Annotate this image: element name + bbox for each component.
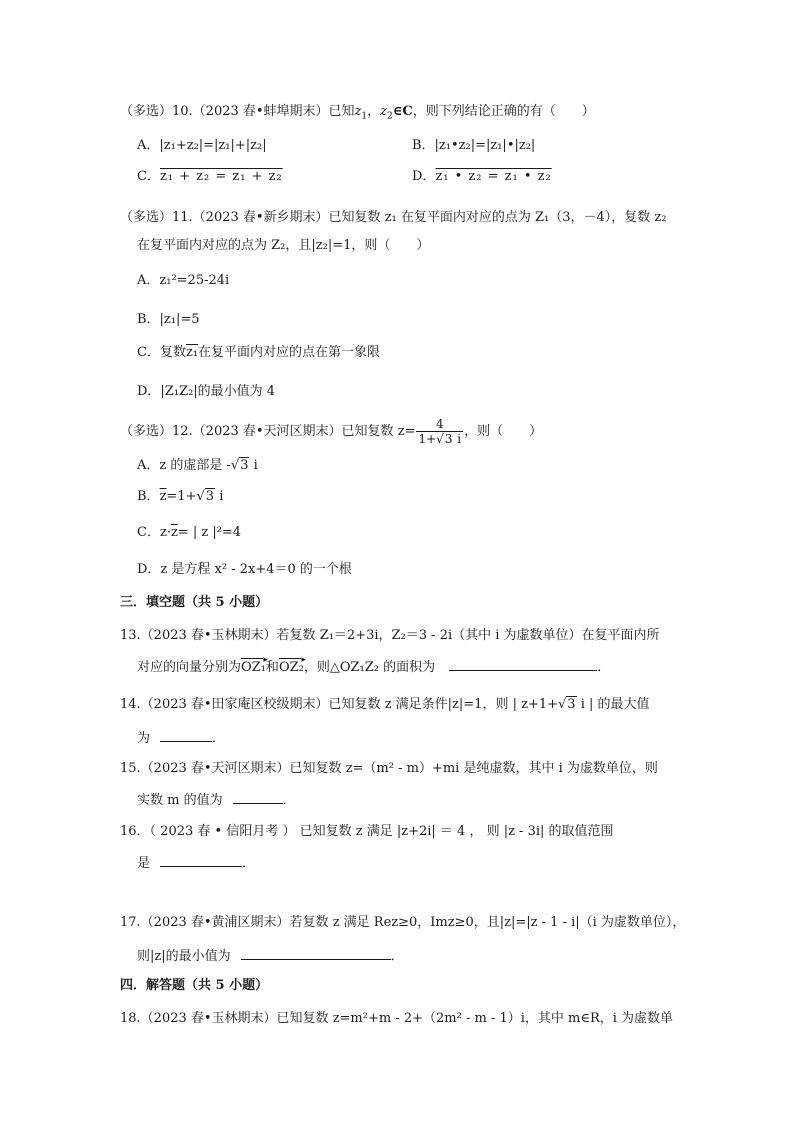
q10-tail: ，则下列结论正确的有（ ） bbox=[412, 104, 595, 119]
q14-line2-text: 为 bbox=[137, 731, 151, 746]
q12-option-c bbox=[137, 524, 241, 542]
q15-line1: 15.（2023 春•天河区期末）已知复数 z=（m² - m）+mi 是纯虚数，其中 i 为虚数单位，则 bbox=[120, 761, 658, 776]
q11-option-b: B．|z₁|=5 bbox=[137, 312, 200, 327]
q10-option-b: B．|z₁•z₂|=|z₁|•|z₂| bbox=[412, 138, 536, 153]
q12-tail: ，则（ ） bbox=[464, 424, 543, 439]
q12-fraction-den: 1+√3 i bbox=[418, 432, 462, 446]
q12-option-a: A．z 的虚部是 -√3 i bbox=[137, 458, 258, 473]
q12-option-a-pre: A．z 的虚部是 - bbox=[137, 458, 231, 473]
q10-option-c bbox=[137, 168, 283, 186]
q15-answer-blank[interactable] bbox=[233, 790, 283, 804]
q11-option-c-pre: C．复数 bbox=[137, 345, 186, 360]
q15-line2-text: 实数 m 的值为 bbox=[137, 793, 223, 808]
q10-head: （多选）10.（2023 春•蚌埠期末）已知 bbox=[120, 104, 355, 119]
q16-line2 bbox=[137, 853, 255, 873]
q15-end: ． bbox=[282, 793, 296, 808]
q16-answer-blank[interactable] bbox=[160, 853, 242, 867]
q14-end: ． bbox=[212, 731, 226, 746]
q17-line2 bbox=[137, 946, 404, 966]
q10-option-d-label: D． bbox=[412, 169, 436, 184]
q12-den-sqrt: 3 bbox=[444, 432, 453, 446]
q12-den-post: i bbox=[453, 432, 462, 446]
q13-end: ． bbox=[597, 660, 611, 675]
q12-option-a-sqrt: 3 bbox=[240, 458, 249, 473]
q10-inC: ∈C bbox=[392, 104, 413, 119]
q13-vector-oz2: OZ₂ ▸ bbox=[279, 657, 304, 677]
q12-option-a-post: i bbox=[249, 458, 258, 473]
q13-line2-post: ，则△OZ₁Z₂ 的面积为 bbox=[303, 660, 436, 675]
q10-comma: ， bbox=[367, 104, 381, 119]
section-3-heading: 三．填空题（共 5 小题） bbox=[120, 595, 269, 610]
q13-line2-pre: 对应的向量分别为 bbox=[137, 660, 242, 675]
q12-option-b-z: $\overline{z}$ bbox=[159, 489, 167, 504]
q13-answer-blank[interactable] bbox=[449, 657, 597, 671]
q11-option-c-z: z₁ bbox=[185, 345, 199, 360]
q14-sqrt: 3 bbox=[567, 697, 576, 712]
q12-option-c-z: $\overline{z}$ bbox=[170, 525, 178, 540]
q14-line1: 14.（2023 春•田家庵区校级期末）已知复数 z 满足条件|z|=1，则 | z+1+√3 i | 的最大值 bbox=[120, 697, 650, 712]
q18-line1: 18.（2023 春•玉林期末）已知复数 z=m²+m - 2+（2m² - m - 1）i，其中 m∈R，i 为虚数单 bbox=[120, 1011, 674, 1026]
q11-option-a-label: A． bbox=[137, 273, 160, 288]
q16-line2-text: 是 bbox=[137, 856, 151, 871]
q13-and: 和 bbox=[265, 660, 279, 675]
q12-head: （多选）12.（2023 春•天河区期末）已知复数 bbox=[120, 424, 394, 439]
q11-option-a bbox=[137, 272, 229, 290]
q17-line2-text: 则|z|的最小值为 bbox=[137, 949, 231, 964]
q10-option-d-expr: z₁ • z₂ = z₁ • z₂ bbox=[435, 169, 552, 184]
q12-den-pre: 1+ bbox=[418, 432, 437, 446]
q17-line1: 17.（2023 春•黄浦区期末）若复数 z 满足 Rez≥0，Imz≥0，且|z|=|z - 1 - i|（i 为虚数单位）， bbox=[120, 915, 686, 930]
q14-answer-blank[interactable] bbox=[160, 728, 212, 742]
q10-option-d bbox=[412, 168, 552, 186]
q10-z2: z bbox=[380, 104, 388, 119]
section-4-heading: 四．解答题（共 5 小题） bbox=[120, 978, 269, 993]
q12-option-b-label: B． bbox=[137, 489, 160, 504]
q10-option-c-expr: z₁ + z₂ = z₁ + z₂ bbox=[159, 169, 283, 184]
q12-option-c-expr1: z· bbox=[159, 525, 171, 540]
q10-sub2: 2 bbox=[387, 111, 393, 122]
q15-line2 bbox=[137, 790, 296, 810]
q11-option-c-post: 在复平面内对应的点在第一象限 bbox=[198, 345, 381, 360]
q16-end: ． bbox=[242, 856, 256, 871]
q12-option-d: D．z 是方程 x² - 2x+4＝0 的一个根 bbox=[137, 562, 352, 577]
q17-answer-blank[interactable] bbox=[241, 946, 391, 960]
q10-sub1: 1 bbox=[361, 111, 368, 122]
q10-z1: z bbox=[354, 104, 362, 119]
q14-line1-post: i | 的最大值 bbox=[576, 697, 650, 712]
q12-stem bbox=[120, 417, 542, 446]
q12-option-b-sqrt: 3 bbox=[205, 489, 215, 504]
q12-option-b-post: =1+ bbox=[166, 489, 197, 504]
q11-option-a-expr: z₁²=25-24i bbox=[159, 273, 230, 288]
q10-option-a: A．|z₁+z₂|=|z₁|+|z₂| bbox=[137, 138, 267, 153]
q11-option-c bbox=[137, 344, 380, 362]
q12-option-c-expr2: = | z |²=4 bbox=[177, 525, 242, 540]
q12-option-b: B．$\overline{z}=1+√3$ i bbox=[137, 489, 224, 504]
q13-line2 bbox=[137, 657, 610, 677]
q13-line1: 13.（2023 春•玉林期末）若复数 Z₁＝2+3i，Z₂＝3 - 2i（其中 i 为虚数单位）在复平面内所 bbox=[120, 628, 660, 643]
q12-option-c-label: C． bbox=[137, 525, 160, 540]
q17-end: ． bbox=[390, 949, 404, 964]
q12-z-eq: z= bbox=[397, 424, 416, 439]
q11-option-d: D．|Z₁Z₂|的最小值为 4 bbox=[137, 384, 276, 399]
q13-vector-oz1: OZ₁ ▸ bbox=[241, 657, 266, 677]
q12-option-b-i: i bbox=[215, 489, 224, 504]
q10-option-c-label: C． bbox=[137, 169, 160, 184]
q12-fraction bbox=[416, 417, 463, 446]
q10-stem bbox=[120, 103, 595, 126]
q14-line1-pre: 14.（2023 春•田家庵区校级期末）已知复数 z 满足条件|z|=1，则 | z+1+ bbox=[120, 697, 558, 712]
q11-line1: （多选）11.（2023 春•新乡期末）已知复数 z₁ 在复平面内对应的点为 Z₁（3，－4），复数 z₂ bbox=[120, 210, 667, 225]
q16-line1: 16．（ 2023 春 • 信阳月考 ） 已知复数 z 满足 |z+2i| ＝ 4 ， 则 |z - 3i| 的取值范围 bbox=[120, 824, 614, 839]
q12-fraction-num: 4 bbox=[416, 417, 463, 432]
q11-line2: 在复平面内对应的点为 Z₂，且|z₂|=1，则（ ） bbox=[137, 238, 430, 253]
q14-line2 bbox=[137, 728, 225, 748]
